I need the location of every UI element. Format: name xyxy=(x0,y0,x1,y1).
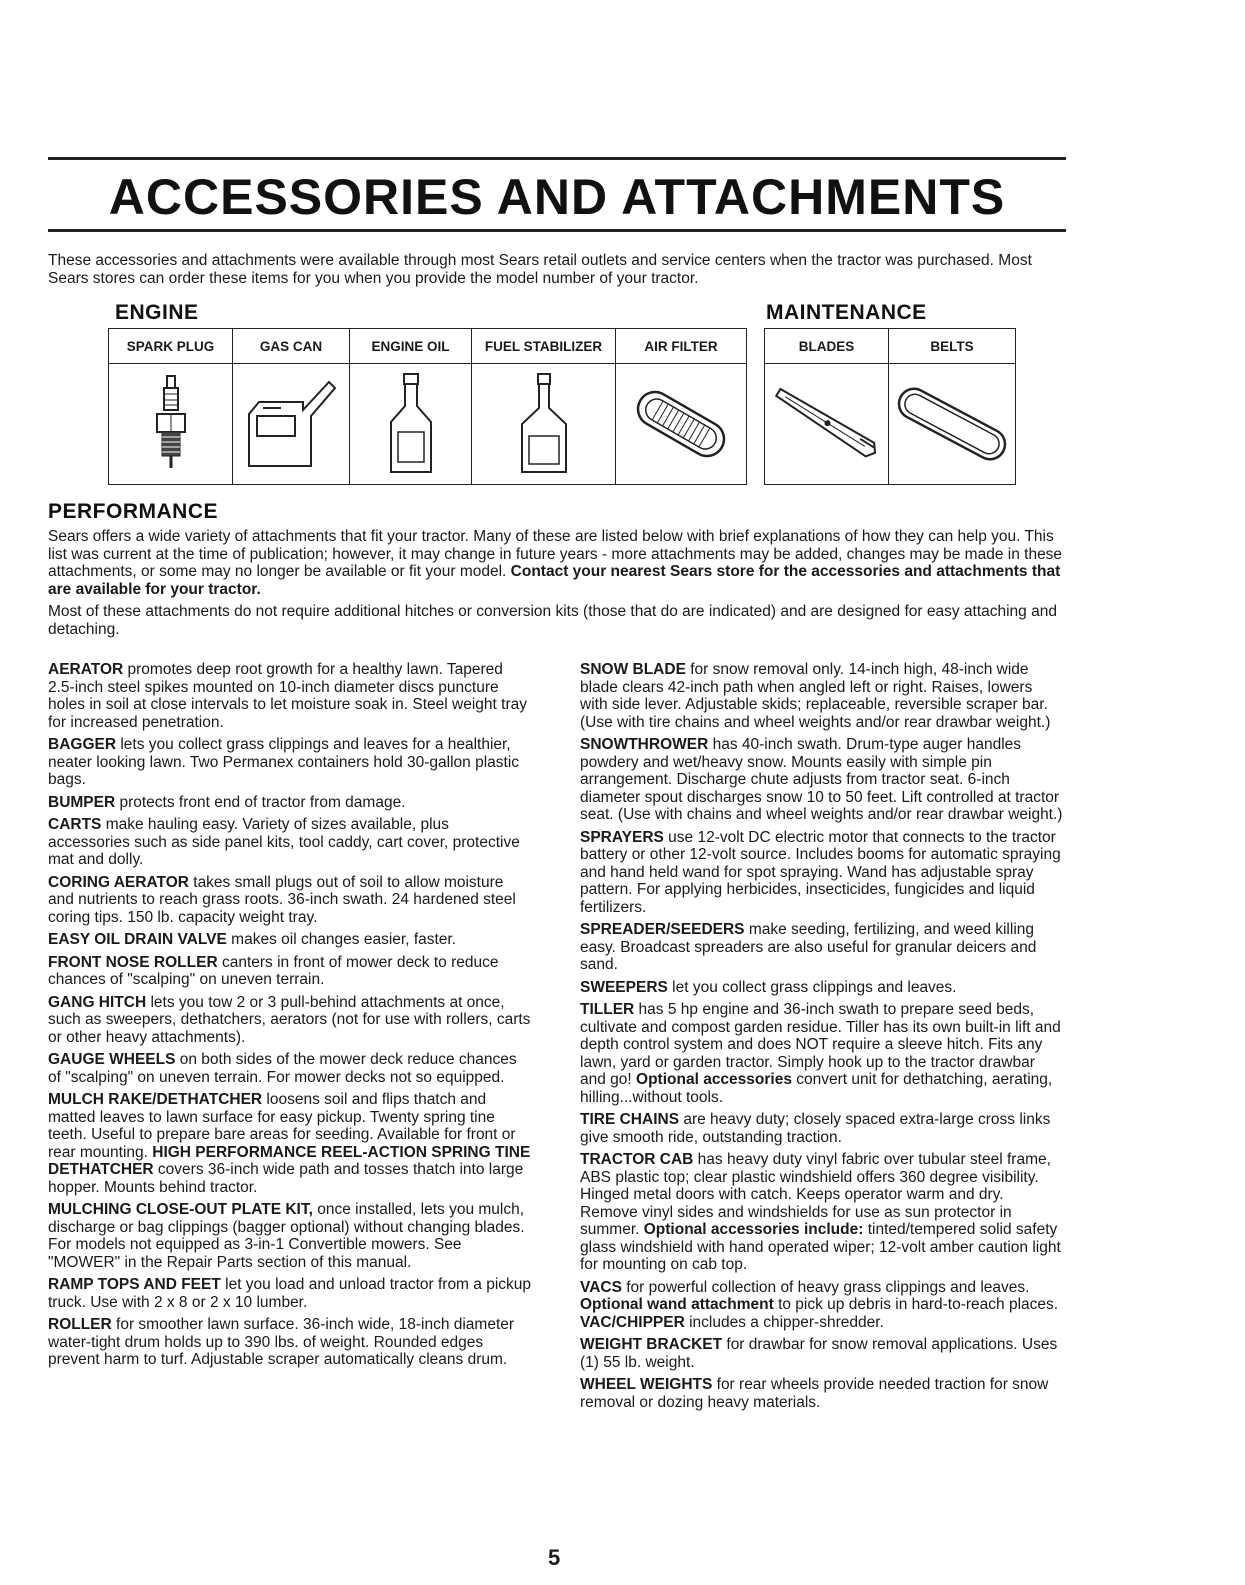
top-rule xyxy=(48,157,1066,160)
list-item: BUMPER protects front end of tractor from damage. xyxy=(48,793,406,811)
list-item: TILLER has 5 hp engine and 36-inch swath to prepare seed beds, cultivate and compost garden residue. Tiller has its own built-in lift and depth control system and does NOT require a sleeve hitch. Fits any lawn, yard or garden tractor. Simply hook up to the tractor drawbar and go! Optional accessories convert unit for dethatching, aerating, hilling...without tools. xyxy=(580,1001,1061,1106)
engine-label-air-filter: AIR FILTER xyxy=(616,329,747,364)
engine-table xyxy=(108,328,747,485)
list-item: AERATOR promotes deep root growth for a healthy lawn. Tapered 2.5-inch steel spikes mounted on 10-inch diameter discs puncture holes in soil at close intervals to let moisture soak in. Steel weight tray for increased penetration. xyxy=(48,661,528,731)
list-item: MULCHING CLOSE-OUT PLATE KIT, once installed, lets you mulch, discharge or bag clippings (bagger optional) without changing blades. For models not equipped as 3-in-1 Convertible mowers. See "MOWER" in the Repair Parts section of this manual. xyxy=(48,1201,525,1271)
list-item: ROLLER for smoother lawn surface. 36-inch wide, 18-inch diameter water-tight drum holds up to 390 lbs. of weight. Rounded edges prevent harm to turf. Adjustable scraper automatically cleans drum. xyxy=(48,1316,515,1368)
engine-label-fuel-stabilizer: FUEL STABILIZER xyxy=(472,329,616,364)
right-column xyxy=(580,661,1064,1416)
gas-can-icon xyxy=(241,374,341,474)
engine-heading: ENGINE xyxy=(115,301,199,324)
maintenance-table xyxy=(764,328,1016,485)
engine-label-engine-oil: ENGINE OIL xyxy=(350,329,472,364)
performance-heading: PERFORMANCE xyxy=(48,500,219,523)
list-item: FRONT NOSE ROLLER canters in front of mower deck to reduce chances of "scalping" on uneven terrain. xyxy=(48,953,499,988)
list-item: MULCH RAKE/DETHATCHER loosens soil and flips thatch and matted leaves to lawn surface for easy pickup. Twenty spring tine teeth. Useful to prepare bare areas for seeding. Available for front or rear mounting. HIGH PERFORMANCE REEL-ACTION SPRING TINE DETHATCHER covers 36-inch wide path and tosses thatch into large hopper. Mounts behind tractor. xyxy=(48,1091,531,1196)
performance-hitches-paragraph: Most of these attachments do not require additional hitches or conversion kits (those that do are indicated) and are designed for easy attaching and detaching. xyxy=(48,603,1057,638)
performance-paragraph xyxy=(48,528,1068,598)
list-item: GAUGE WHEELS on both sides of the mower deck reduce chances of "scalping" on uneven terrain. For mower decks not so equipped. xyxy=(48,1051,517,1086)
list-item: EASY OIL DRAIN VALVE makes oil changes easier, faster. xyxy=(48,931,457,948)
list-item: TIRE CHAINS are heavy duty; closely spaced extra-large cross links give smooth ride, outstanding traction. xyxy=(580,1111,1051,1146)
title-rule xyxy=(48,229,1066,232)
stabilizer-bottle-icon xyxy=(514,372,574,476)
maintenance-label-blades: BLADES xyxy=(765,329,889,364)
engine-label-spark-plug: SPARK PLUG xyxy=(109,329,233,364)
list-item: CARTS make hauling easy. Variety of sizes available, plus accessories such as side panel kits, tool caddy, cart cover, protective mat and dolly. xyxy=(48,816,520,868)
air-filter-icon xyxy=(626,379,736,469)
spark-plug-icon xyxy=(151,374,191,474)
performance-text: Sears offers a wide variety of attachments that fit your tractor. Many of these are listed below with brief explanations of how they can help you. This list was current at the time of publication; however, it may change in future years - more attachments may be added, changes may be made in these attachments, or some may no longer be available or fit your model. xyxy=(48,528,1063,580)
page-title: ACCESSORIES AND ATTACHMENTS xyxy=(108,169,1006,225)
performance-contact-note: Contact your nearest Sears store for the accessories and attachments that are available for your tractor. xyxy=(48,563,1061,598)
list-item: GANG HITCH lets you tow 2 or 3 pull-behind attachments at once, such as sweepers, dethatchers, aerators (not for use with rollers, carts or other heavy attachments). xyxy=(48,993,531,1046)
list-item: CORING AERATOR takes small plugs out of soil to allow moisture and nutrients to reach grass roots. 36-inch swath. 24 hardened steel coring tips. 150 lb. capacity weight tray. xyxy=(48,873,516,926)
list-item: TRACTOR CAB has heavy duty vinyl fabric over tubular steel frame, ABS plastic top; clear plastic windshield offers 360 degree visibility. Hinged metal doors with catch. Keeps operator warm and dry. Remove vinyl sides and windshields for use as sun protector in summer. Optional accessories include: tinted/tempered solid safety glass windshield with hand operated wiper; 12-volt amber caution light for mounting on cab top. xyxy=(580,1151,1061,1273)
maintenance-heading: MAINTENANCE xyxy=(766,301,927,324)
list-item: SPRAYERS use 12-volt DC electric motor that connects to the tractor battery or other 12-volt source. Includes booms for automatic spraying and hand held wand for spot spraying. Wand has adjustable spray pattern. For applying herbicides, insecticides, fungicides and liquid fertilizers. xyxy=(580,828,1061,916)
list-item: BAGGER lets you collect grass clippings and leaves for a healthier, neater looking lawn. Two Permanex containers hold 30-gallon plastic bags. xyxy=(48,736,520,788)
oil-bottle-icon xyxy=(381,372,441,476)
engine-label-gas-can: GAS CAN xyxy=(233,329,350,364)
list-item: SNOWTHROWER has 40-inch swath. Drum-type auger handles powdery and wet/heavy snow. Mounts easily with simple pin arrangement. Discharge chute adjusts from tractor seat. 6-inch diameter spout discharges snow 10 to 50 feet. Lift controlled at tractor seat. (Use with chains and wheel weights and/or rear drawbar weight.) xyxy=(580,736,1063,823)
belt-icon xyxy=(890,379,1015,469)
list-item: WHEEL WEIGHTS for rear wheels provide needed traction for snow removal or dozing heavy materials. xyxy=(580,1376,1049,1411)
list-item: RAMP TOPS AND FEET let you load and unload tractor from a pickup truck. Use with 2 x 8 or 2 x 10 lumber. xyxy=(48,1276,532,1311)
intro-paragraph: These accessories and attachments were available through most Sears retail outlets and service centers when the tractor was purchased. Most Sears stores can order these items for you when you provide the model number of your tractor. xyxy=(48,252,1032,287)
page-number: 5 xyxy=(548,1545,561,1570)
list-item: SWEEPERS let you collect grass clippings and leaves. xyxy=(580,978,957,996)
blade-icon xyxy=(767,379,887,469)
list-item: SNOW BLADE for snow removal only. 14-inch high, 48-inch wide blade clears 42-inch path when angled left or right. Raises, lowers with side lever. Adjustable skids; replaceable, reversible scraper bar. (Use with tire chains and wheel weights and/or rear drawbar weight.) xyxy=(580,661,1051,731)
list-item: SPREADER/SEEDERS make seeding, fertilizing, and weed killing easy. Broadcast spreaders are also useful for granular deicers and sand. xyxy=(580,921,1037,973)
left-column xyxy=(48,661,532,1374)
list-item: WEIGHT BRACKET for drawbar for snow removal applications. Uses (1) 55 lb. weight. xyxy=(580,1336,1058,1371)
list-item: VACS for powerful collection of heavy grass clippings and leaves. Optional wand attachment to pick up debris in hard-to-reach places. VAC/CHIPPER includes a chipper-shredder. xyxy=(580,1278,1059,1331)
maintenance-label-belts: BELTS xyxy=(889,329,1016,364)
